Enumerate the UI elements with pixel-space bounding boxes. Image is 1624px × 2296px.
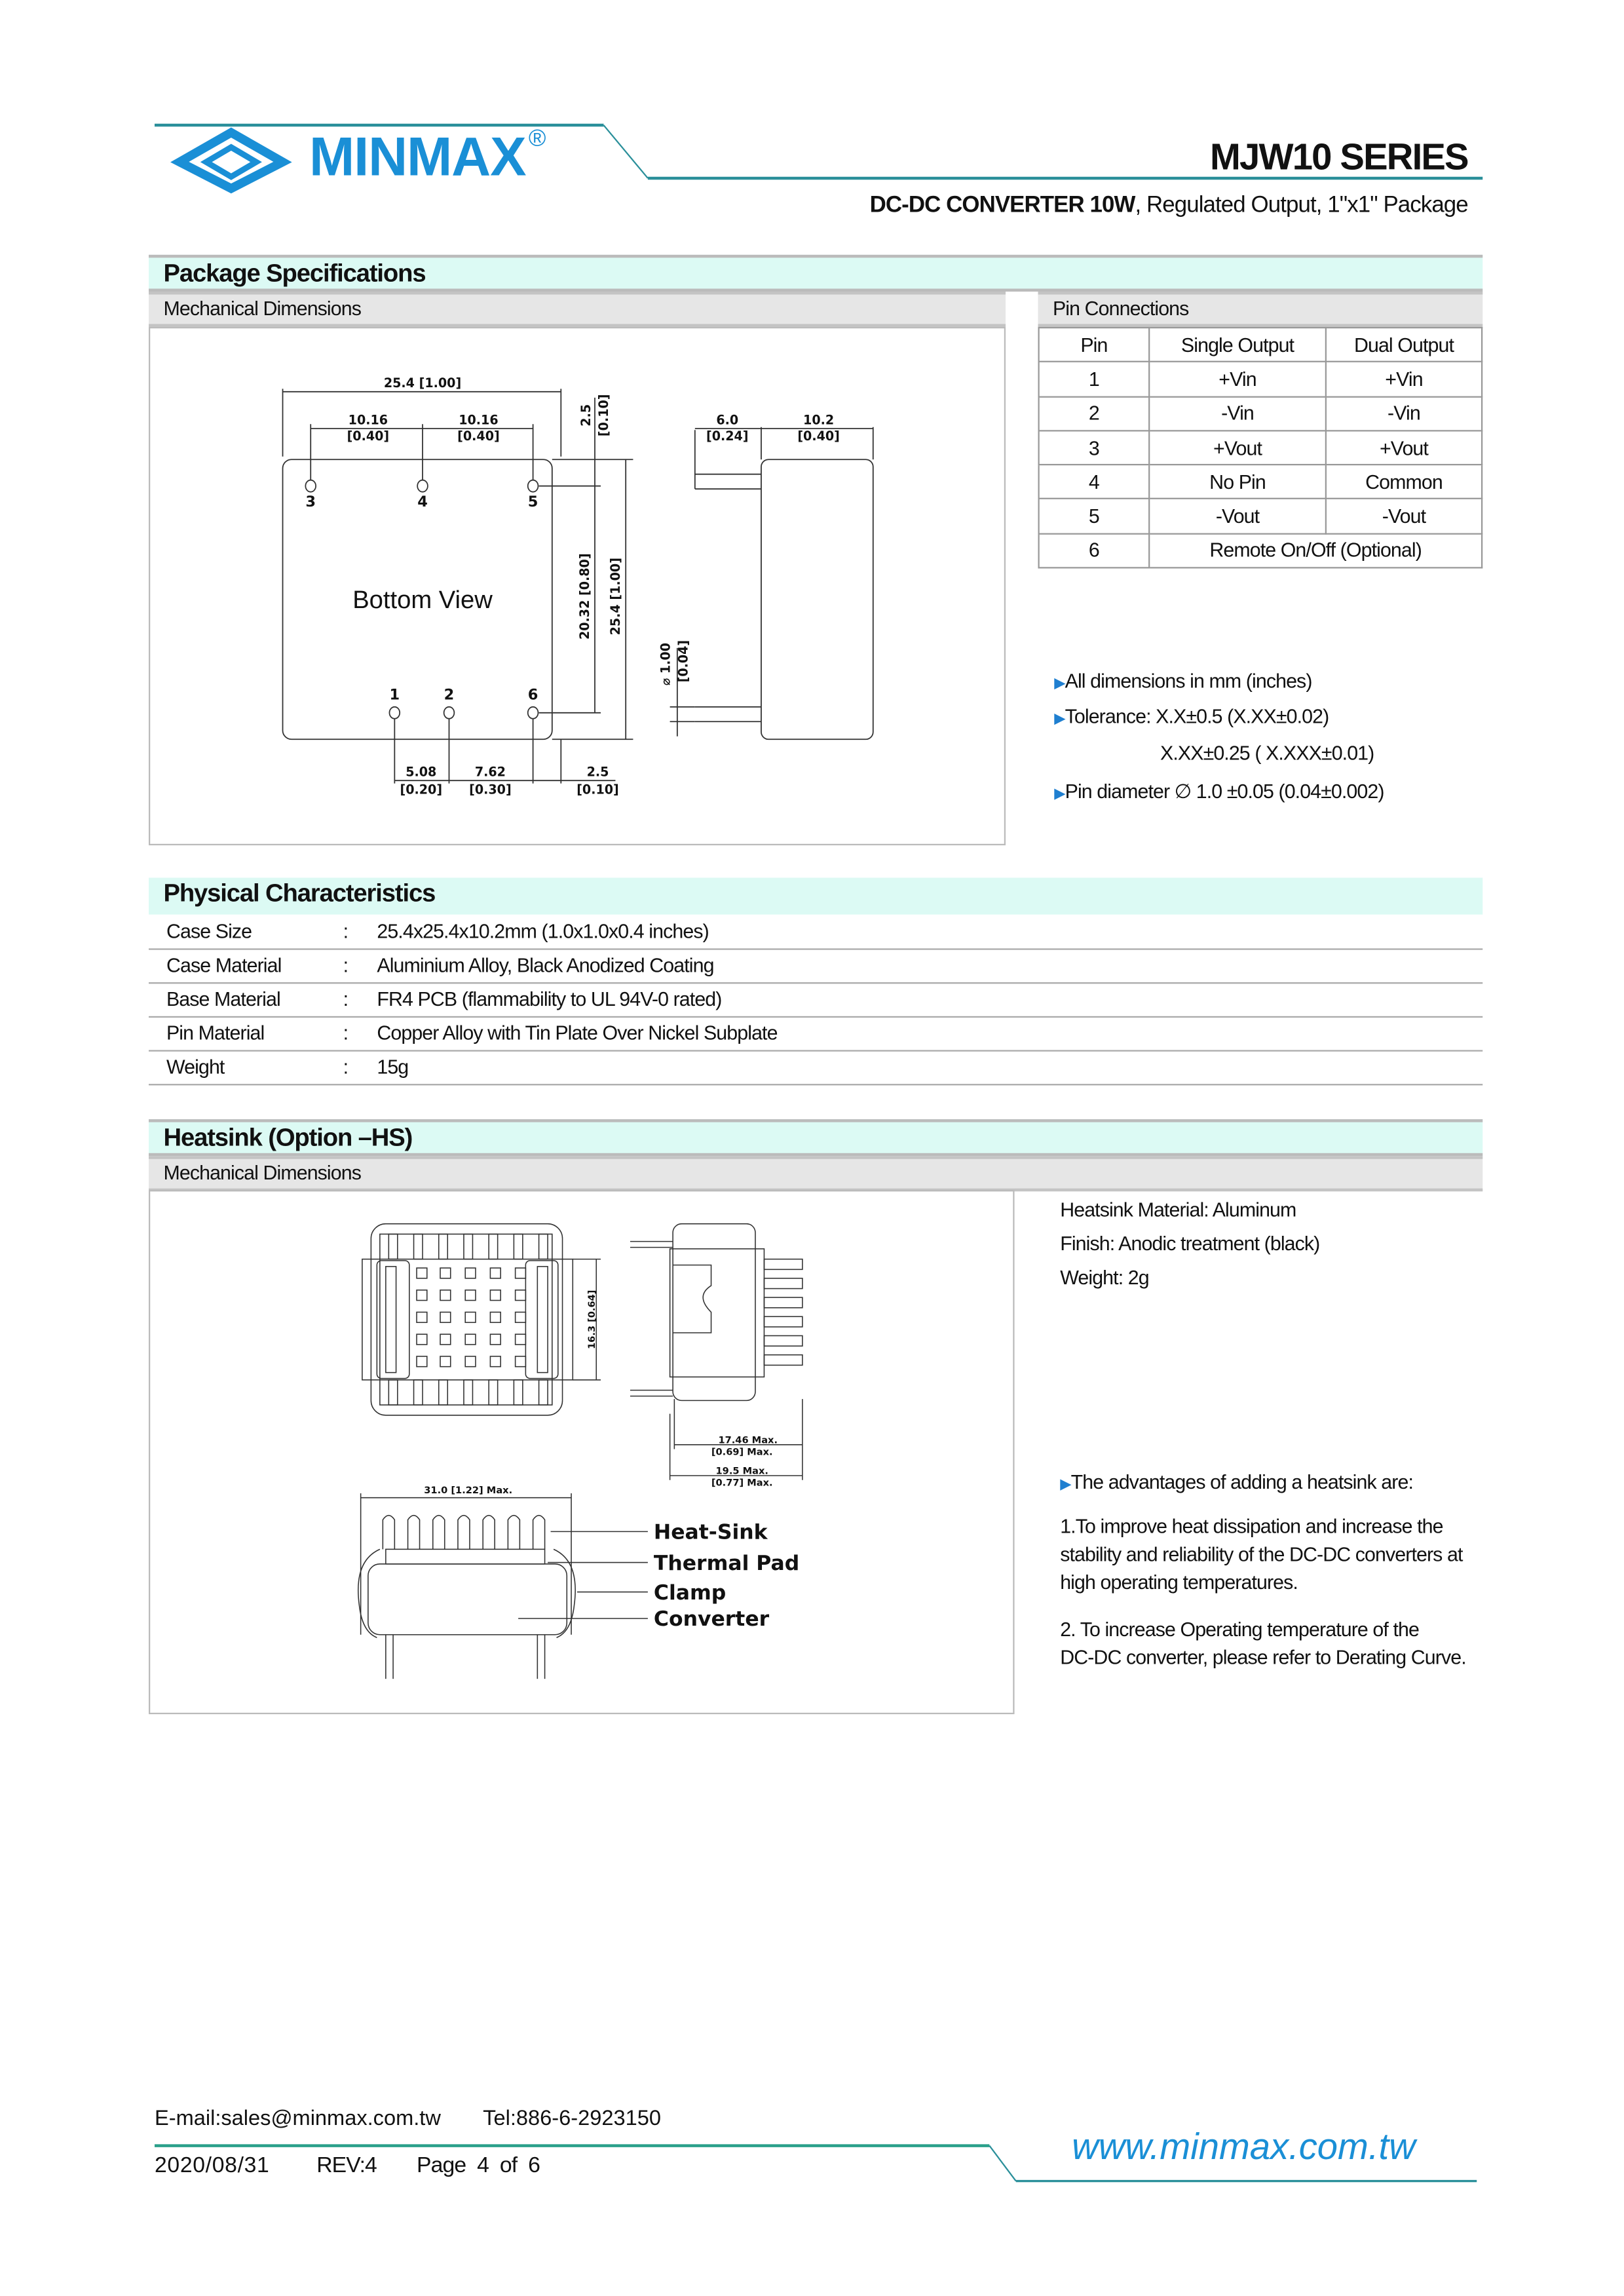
fin-square (516, 1334, 526, 1345)
physical-title: Physical Characteristics (149, 878, 1482, 915)
dim-b3: 2.5 (586, 764, 609, 780)
heatsink-adv-title: ▶The advantages of adding a heatsink are: (1060, 1471, 1414, 1493)
dual-output: +Vout (1326, 430, 1482, 465)
footer-email: E-mail:sales@minmax.com.tw (154, 2107, 441, 2132)
dim-b3-in: [0.10] (576, 782, 619, 797)
fin-stub (414, 1234, 423, 1259)
subtitle-bold: DC-DC CONVERTER 10W (869, 193, 1135, 218)
side-fin (764, 1259, 802, 1270)
heatsink-fin (383, 1516, 394, 1550)
dim-side-pin: 6.0 (716, 412, 739, 428)
heatsink-fin (408, 1516, 420, 1550)
row-label: Base Material (166, 988, 280, 1010)
pin-connections-label: Pin Connections (1038, 292, 1482, 327)
dim-pitch-b-in: [0.40] (457, 429, 500, 444)
fin-square (440, 1334, 451, 1345)
dual-output: Common (1326, 465, 1482, 499)
fin-stub (388, 1380, 397, 1405)
pin-num: 2 (1039, 396, 1150, 430)
dim-hs-height: 16.3 [0.64] (586, 1290, 597, 1349)
label-clamp: Clamp (653, 1580, 727, 1605)
fin-stub (388, 1234, 397, 1259)
fin-stub (464, 1380, 472, 1405)
heatsink-title: Heatsink (Option –HS) (149, 1119, 1482, 1156)
physical-row: Pin Material : Copper Alloy with Tin Plate Over Nickel Subplate (149, 1016, 1482, 1052)
pin-num: 5 (1039, 499, 1150, 533)
dim-hs-d2-in: [0.77] Max. (711, 1477, 773, 1489)
single-output: -Vout (1149, 499, 1326, 533)
heatsink-mech-label: Mechanical Dimensions (149, 1156, 1482, 1191)
label-heat-sink: Heat-Sink (653, 1520, 768, 1544)
physical-row: Case Size : 25.4x25.4x10.2mm (1.0x1.0x0.4 inches) (149, 915, 1482, 951)
row-value: 25.4x25.4x10.2mm (1.0x1.0x0.4 inches) (377, 920, 709, 943)
fin-square (490, 1290, 500, 1301)
triangle-bullet-icon: ▶ (1060, 1477, 1071, 1493)
heatsink-fin (483, 1516, 495, 1550)
heatsink-front-view (358, 1516, 648, 1679)
physical-row: Case Material : Aluminium Alloy, Black Anodized Coating (149, 948, 1482, 984)
dim-b2: 7.62 (474, 764, 506, 780)
brand-name: MINMAX (309, 126, 526, 187)
bottom-view-label: Bottom View (352, 586, 493, 615)
dim-b1: 5.08 (406, 764, 437, 780)
footer-date: 2020/08/31 (154, 2152, 270, 2179)
heatsink-fin (433, 1516, 445, 1550)
subtitle-rest: , Regulated Output, 1"x1" Package (1135, 193, 1468, 218)
dim-edge-top-in: [0.10] (596, 394, 612, 437)
row-label: Case Size (166, 920, 252, 943)
heatsink-adv-2: 2. To increase Operating temperature of the DC-DC converter, please refer to Derating Curve. (1060, 1618, 1466, 1669)
single-output: +Vin (1149, 362, 1326, 396)
heatsink-fin (508, 1516, 519, 1550)
heatsink-weight: Weight: 2g (1060, 1266, 1149, 1289)
row-label: Case Material (166, 954, 282, 977)
fin-square (465, 1334, 476, 1345)
pin-num: 1 (1039, 362, 1150, 396)
dim-hs-width: 31.0 [1.22] Max. (424, 1484, 513, 1496)
dim-top-width: 25.4 [1.00] (383, 375, 462, 391)
fin-square (440, 1268, 451, 1278)
dim-hs-d1: 17.46 Max. (718, 1434, 778, 1446)
footer-tel: Tel:886-6-2923150 (483, 2107, 661, 2132)
footer-page: Page 4 of 6 (417, 2152, 540, 2179)
pin-label-2: 2 (444, 686, 455, 704)
fin-stub (439, 1234, 447, 1259)
fin-square (417, 1290, 427, 1301)
pin-label-1: 1 (389, 686, 400, 704)
heatsink-finish: Finish: Anodic treatment (black) (1060, 1233, 1320, 1255)
single-output: +Vout (1149, 430, 1326, 465)
fin-square (417, 1356, 427, 1367)
fin-square (516, 1356, 526, 1367)
side-fin (764, 1278, 802, 1289)
dim-side-pin-in: [0.24] (706, 429, 749, 444)
fin-square (465, 1356, 476, 1367)
dim-pitch-b: 10.16 (459, 412, 499, 428)
fin-square (516, 1290, 526, 1301)
dim-side-body-in: [0.40] (797, 429, 840, 444)
fin-stub (414, 1380, 423, 1405)
fin-square (417, 1268, 427, 1278)
fin-stub (464, 1234, 472, 1259)
fin-square (465, 1268, 476, 1278)
physical-row: Base Material : FR4 PCB (flammability to UL 94V-0 rated) (149, 982, 1482, 1018)
fin-square (417, 1334, 427, 1345)
note-dimensions: ▶All dimensions in mm (inches) (1054, 670, 1312, 693)
row-value: 15g (377, 1056, 409, 1079)
note-tolerance-2: X.XX±0.25 ( X.XXX±0.01) (1160, 742, 1374, 765)
fin-square (516, 1312, 526, 1323)
heatsink-material: Heatsink Material: Aluminum (1060, 1198, 1296, 1221)
footer-website-link[interactable]: www.minmax.com.tw (1072, 2126, 1416, 2168)
fin-stub (489, 1380, 497, 1405)
note-pin-diameter: ▶Pin diameter ∅ 1.0 ±0.05 (0.04±0.002) (1054, 780, 1384, 803)
label-converter: Converter (653, 1607, 770, 1632)
fin-stub (489, 1234, 497, 1259)
heatsink-side-view (630, 1224, 803, 1401)
dim-pin-span: 20.32 [0.80] (576, 553, 592, 640)
dual-output: -Vout (1326, 499, 1482, 533)
row-value: Copper Alloy with Tin Plate Over Nickel Subplate (377, 1022, 778, 1044)
triangle-bullet-icon: ▶ (1054, 786, 1065, 803)
heatsink-fin (458, 1516, 470, 1550)
package-specs-title: Package Specifications (149, 255, 1482, 292)
row-value: FR4 PCB (flammability to UL 94V-0 rated) (377, 988, 722, 1010)
pin-num: 6 (1039, 533, 1150, 567)
header-pin: Pin (1039, 328, 1150, 362)
remote-on-off: Remote On/Off (Optional) (1149, 533, 1482, 567)
single-output: No Pin (1149, 465, 1326, 499)
side-fin (764, 1297, 802, 1308)
fin-square (490, 1312, 500, 1323)
pin-label-4: 4 (417, 493, 428, 511)
label-thermal-pad: Thermal Pad (653, 1551, 800, 1575)
registered-mark: ® (528, 126, 546, 152)
pin-num: 4 (1039, 465, 1150, 499)
single-output: -Vin (1149, 396, 1326, 430)
fin-stub (539, 1234, 548, 1259)
side-fin (764, 1316, 802, 1327)
heatsink-fin (533, 1516, 545, 1550)
pin-label-6: 6 (527, 686, 538, 704)
heatsink-top-view (362, 1224, 573, 1415)
dim-hs-d2: 19.5 Max. (715, 1465, 768, 1477)
dim-pitch-a: 10.16 (348, 412, 388, 428)
header-dual: Dual Output (1326, 328, 1482, 362)
fin-stub (439, 1380, 447, 1405)
pin-label-5: 5 (527, 493, 538, 511)
heatsink-adv-1: 1.To improve heat dissipation and increase the stability and reliability of the DC-DC converters at high operating temperatures. (1060, 1515, 1463, 1594)
fin-square (440, 1356, 451, 1367)
side-fin (764, 1355, 802, 1366)
series-title: MJW10 SERIES (1210, 137, 1468, 178)
fin-stub (514, 1380, 522, 1405)
row-label: Pin Material (166, 1022, 265, 1044)
header-single: Single Output (1149, 328, 1326, 362)
dim-b2-in: [0.30] (469, 782, 512, 797)
dim-pitch-a-in: [0.40] (347, 429, 390, 444)
dim-edge-top: 2.5 (578, 404, 594, 427)
fin-square (465, 1290, 476, 1301)
fin-square (490, 1334, 500, 1345)
footer-rev: REV:4 (316, 2152, 377, 2179)
physical-row: Weight : 15g (149, 1050, 1482, 1086)
dim-b1-in: [0.20] (400, 782, 443, 797)
dim-pin-dia: ⌀ 1.00 (658, 642, 673, 686)
dual-output: -Vin (1326, 396, 1482, 430)
triangle-bullet-icon: ▶ (1054, 711, 1065, 728)
dim-side-body: 10.2 (803, 412, 835, 428)
dim-pin-dia-in: [0.04] (675, 640, 691, 683)
fin-square (440, 1290, 451, 1301)
mech-dims-label: Mechanical Dimensions (149, 292, 1006, 327)
row-label: Weight (166, 1056, 225, 1079)
pin-label-3: 3 (305, 493, 316, 511)
side-fin (764, 1335, 802, 1346)
fin-square (490, 1268, 500, 1278)
fin-square (417, 1312, 427, 1323)
fin-square (516, 1268, 526, 1278)
fin-square (440, 1312, 451, 1323)
pin-num: 3 (1039, 430, 1150, 465)
dual-output: +Vin (1326, 362, 1482, 396)
dim-hs-d1-in: [0.69] Max. (711, 1446, 773, 1458)
triangle-bullet-icon: ▶ (1054, 676, 1065, 693)
note-tolerance: ▶Tolerance: X.X±0.5 (X.XX±0.02) (1054, 705, 1329, 728)
fin-square (465, 1312, 476, 1323)
fin-stub (514, 1234, 522, 1259)
dim-height: 25.4 [1.00] (608, 558, 624, 636)
fin-stub (539, 1380, 548, 1405)
fin-square (490, 1356, 500, 1367)
row-value: Aluminium Alloy, Black Anodized Coating (377, 954, 714, 977)
